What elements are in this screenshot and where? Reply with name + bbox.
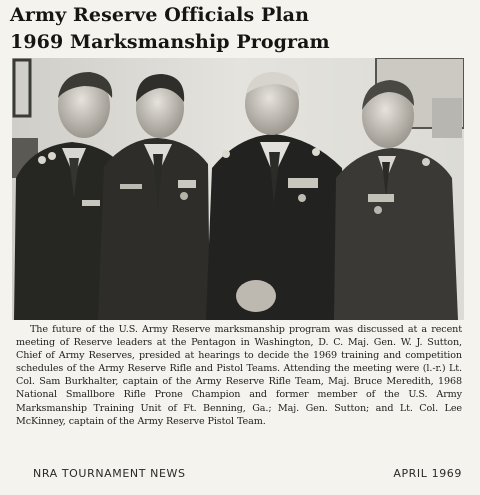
issue-date: APRIL 1969 xyxy=(393,467,462,480)
publication-name: NRA TOURNAMENT NEWS xyxy=(33,467,186,480)
headline-line-2: 1969 Marksmanship Program xyxy=(10,31,330,53)
article-headline xyxy=(10,2,470,56)
group-photo xyxy=(12,58,464,320)
group-photo-illustration xyxy=(12,58,464,320)
photo-caption: The future of the U.S. Army Reserve marksmanship program was discussed at a recent meeting of Reserve leaders at the Pentagon in Washington, D. C. Maj. Gen. W. J. Sutton, Chief of Army Reserves, presided at hearings to decide the 1969 training and competition schedules of the Army Reserve Rifle and Pistol Teams. Attending the meeting were (l.-r.) Lt. Col. Sam Burkhalter, captain of the Army Reserve Rifle Team, Maj. Bruce Meredith, 1968 National Smallbore Rifle Prone Champion and former member of the U.S. Army Marksmanship Training Unit of Ft. Benning, Ga.; Maj. Gen. Sutton; and Lt. Col. Lee McKinney, captain of the Army Reserve Pistol Team. xyxy=(16,324,462,427)
headline-line-1: Army Reserve Officials Plan xyxy=(10,4,309,26)
